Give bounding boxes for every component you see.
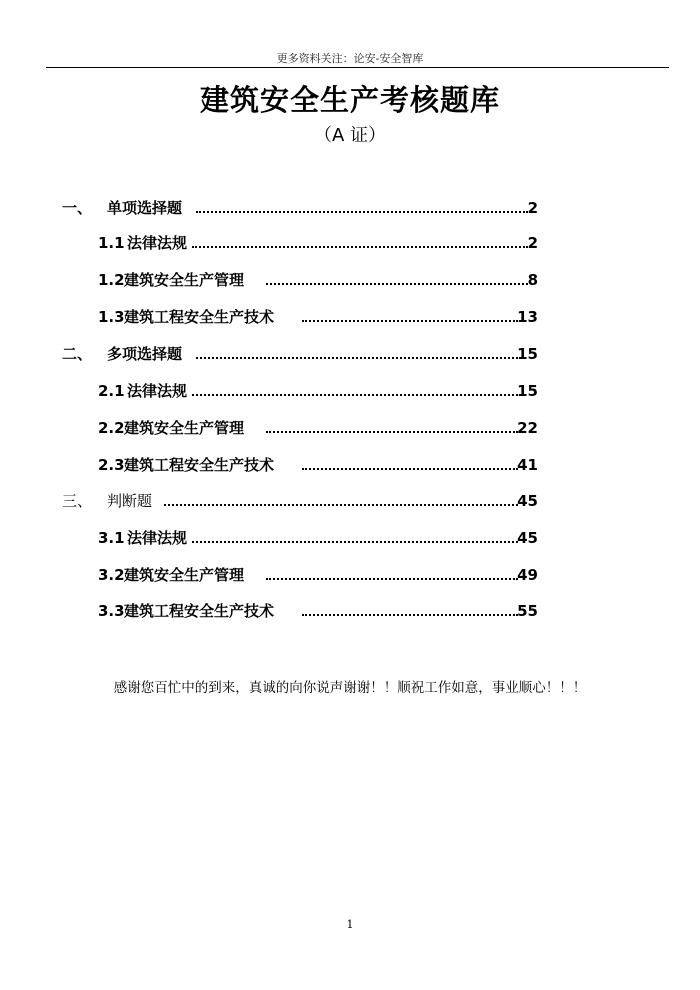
toc-leader-dots	[302, 614, 518, 616]
toc-entry[interactable]	[0, 305, 700, 329]
toc-entry-page: 22	[517, 419, 538, 437]
toc-leader-dots	[266, 431, 518, 433]
toc-entry[interactable]	[0, 231, 700, 255]
toc-leader-dots	[192, 541, 518, 543]
toc-entry[interactable]	[0, 342, 700, 366]
toc-entry-number: 二、	[62, 345, 93, 363]
toc-entry[interactable]	[0, 416, 700, 440]
toc-leader-dots	[192, 394, 518, 396]
toc-leader-dots	[302, 320, 518, 322]
toc-entry-page: 2	[527, 234, 538, 252]
toc-leader-dots	[266, 578, 518, 580]
toc-entry-page: 15	[517, 382, 538, 400]
header-divider	[46, 67, 669, 68]
toc-entry-label: 法律法规	[127, 382, 188, 400]
toc-entry-number: 3.1	[98, 529, 125, 547]
document-subtitle: （A 证）	[313, 125, 387, 146]
toc-entry-number: 2.3	[98, 456, 125, 474]
toc-entry-label: 建筑安全生产管理	[124, 419, 245, 437]
toc-entry-label: 建筑安全生产管理	[124, 566, 245, 584]
toc-leader-dots	[164, 504, 518, 506]
toc-entry-page: 13	[517, 308, 538, 326]
toc-entry[interactable]	[0, 379, 700, 403]
toc-entry-page: 15	[517, 345, 538, 363]
toc-entry-label: 建筑工程安全生产技术	[124, 602, 275, 620]
toc-entry-number: 1.3	[98, 308, 125, 326]
toc-entry[interactable]	[0, 599, 700, 623]
toc-entry-label: 单项选择题	[107, 199, 183, 217]
toc-entry-page: 55	[517, 602, 538, 620]
toc-entry-number: 3.2	[98, 566, 125, 584]
toc-entry-label: 建筑工程安全生产技术	[124, 308, 275, 326]
toc-entry-page: 2	[527, 199, 538, 217]
toc-entry[interactable]	[0, 563, 700, 587]
toc-entry-label: 判断题	[107, 492, 153, 510]
toc-entry-number: 2.1	[98, 382, 125, 400]
toc-entry[interactable]	[0, 453, 700, 477]
toc-entry-number: 1.1	[98, 234, 125, 252]
toc-entry-label: 建筑安全生产管理	[124, 271, 245, 289]
toc-entry-page: 8	[527, 271, 538, 289]
toc-entry-label: 建筑工程安全生产技术	[124, 456, 275, 474]
toc-entry-number: 1.2	[98, 271, 125, 289]
page-number: 1	[346, 918, 354, 931]
toc-leader-dots	[196, 211, 528, 213]
toc-leader-dots	[266, 283, 528, 285]
toc-entry-number: 3.3	[98, 602, 125, 620]
toc-leader-dots	[302, 468, 518, 470]
running-header: 更多资料关注：论安-安全智库	[276, 52, 424, 65]
toc-entry-page: 45	[517, 492, 538, 510]
toc-leader-dots	[196, 357, 518, 359]
toc-entry[interactable]	[0, 268, 700, 292]
document-title: 建筑安全生产考核题库	[199, 83, 500, 117]
toc-entry-page: 45	[517, 529, 538, 547]
toc-entry-number: 一、	[62, 199, 93, 217]
toc-entry-label: 多项选择题	[107, 345, 183, 363]
thank-you-note: 感谢您百忙中的到来，真诚的向你说声谢谢！！顺祝工作如意，事业顺心！！！	[113, 680, 587, 696]
toc-entry[interactable]	[0, 526, 700, 550]
toc-entry-number: 三、	[62, 492, 93, 510]
toc-leader-dots	[192, 246, 528, 248]
toc-entry[interactable]	[0, 489, 700, 513]
toc-entry-label: 法律法规	[127, 529, 188, 547]
toc-entry-page: 41	[517, 456, 538, 474]
toc-entry[interactable]	[0, 196, 700, 220]
toc-entry-page: 49	[517, 566, 538, 584]
toc-entry-number: 2.2	[98, 419, 125, 437]
toc-entry-label: 法律法规	[127, 234, 188, 252]
